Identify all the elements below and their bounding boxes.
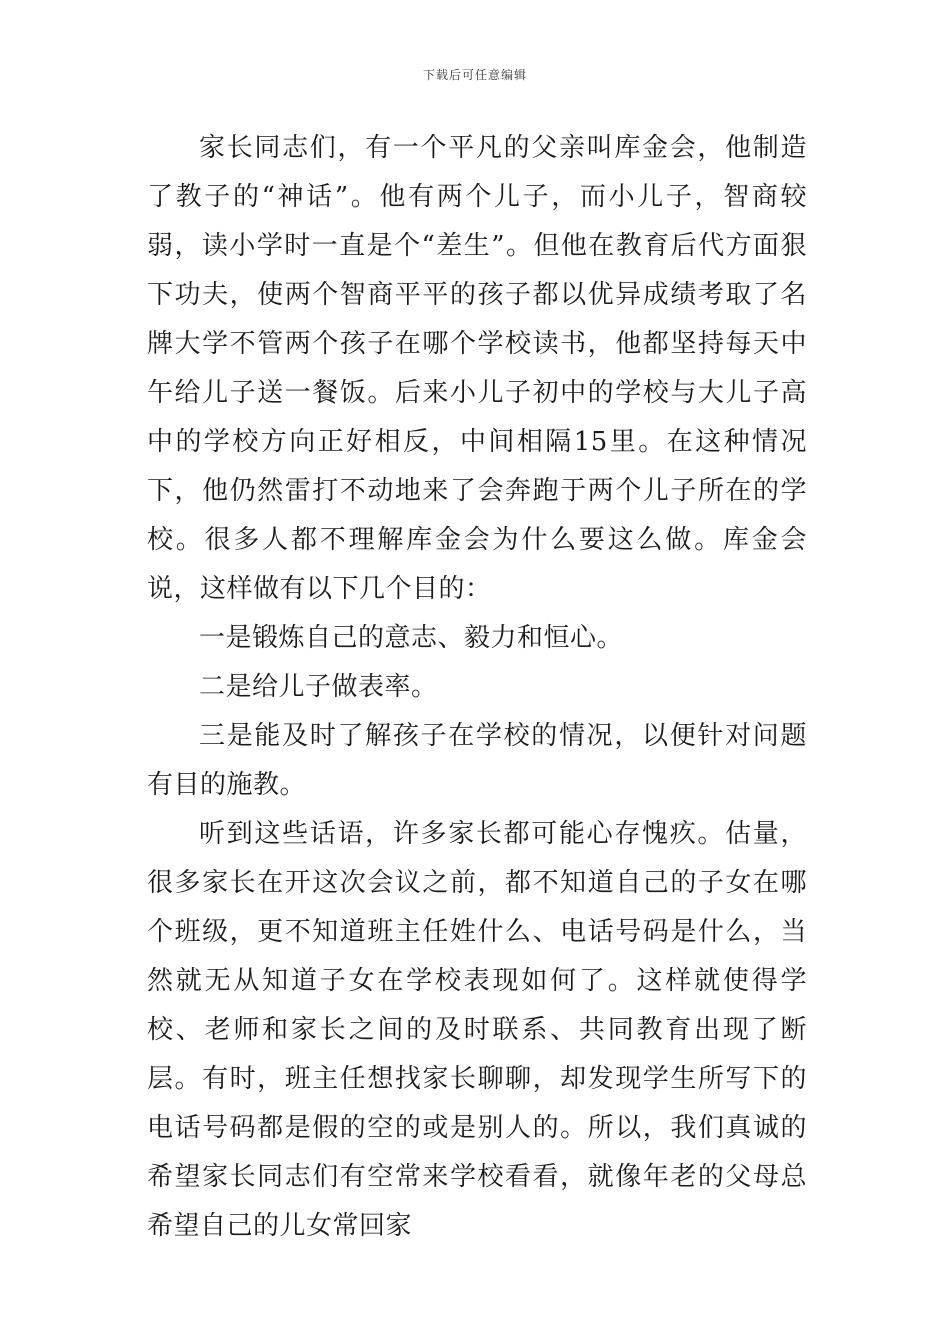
document-body — [147, 124, 807, 1251]
paragraph-parents-reflection: 听到这些话语，许多家长都可能心存愧疚。估量，很多家长在开这次会议之前，都不知道自己的子女在哪个班级，更不知道班主任姓什么、电话号码是什么，当然就无从知道子女在学校表现如何了。这样就使得学校、老师和家长之间的及时联系、共同教育出现了断层。有时，班主任想找家长聊聊，却发现学生所写下的电话号码都是假的空的或是别人的。所以，我们真诚的希望家长同志们有空常来学校看看，就像年老的父母总希望自己的儿女常回家 — [147, 819, 807, 1241]
paragraph-purpose-two: 二是给儿子做表率。 — [199, 672, 438, 702]
paragraph-purpose-three: 三是能及时了解孩子在学校的情况，以便针对问题有目的施教。 — [147, 721, 807, 800]
page-header: 下载后可任意编辑 — [422, 68, 527, 82]
paragraph-kujinhui-story: 家长同志们，有一个平凡的父亲叫库金会，他制造了教子的“神话”。他有两个儿子，而小儿子，智商较弱，读小学时一直是个“差生”。但他在教育后代方面狠下功夫，使两个智商平平的孩子都以优异成绩考取了名牌大学不管两个孩子在哪个学校读书，他都坚持每天中午给儿子送一餐饭。后来小儿子初中的学校与大儿子高中的学校方向正好相反，中间相隔15里。在这种情况下，他仍然雷打不动地来了会奔跑于两个儿子所在的学校。很多人都不理解库金会为什么要这么做。库金会说，这样做有以下几个目的： — [147, 133, 807, 604]
paragraph-purpose-one: 一是锻炼自己的意志、毅力和恒心。 — [199, 623, 624, 653]
